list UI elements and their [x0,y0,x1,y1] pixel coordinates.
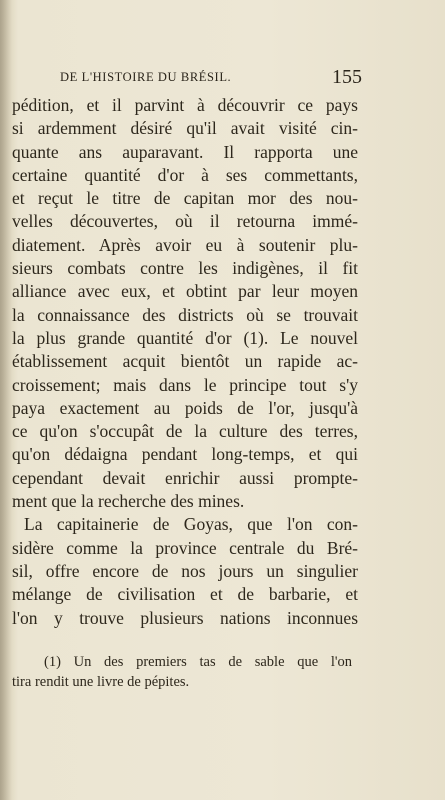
text-line: pédition, et il parvint à découvrir ce pays [12,95,358,115]
text-line: croissement; mais dans le principe tout s'y [12,374,358,395]
running-head: DE L'HISTOIRE DU BRÉSIL. [60,70,232,84]
text-line: établissement acquit bientôt un rapide ac- [12,351,358,372]
text-line: si ardemment désiré qu'il avait visité cin- [12,118,358,139]
text-line: diatement. Après avoir eu à soutenir plu- [12,234,358,255]
page-number: 155 [332,66,362,88]
text-line: paya exactement au poids de l'or, jusqu'à [12,397,358,418]
text-line: la plus grande quantité d'or (1). Le nouvel [12,327,358,348]
text-line: mélange de civilisation et de barbarie, et [12,584,358,605]
text-line: qu'on dédaigna pendant long-temps, et qui [12,444,358,465]
text-line: certaine quantité d'or à ses commettants, [12,164,358,185]
text-line: La capitainerie de Goyas, que l'on con- [24,514,358,535]
footnote-line: (1) Un des premiers tas de sable que l'on [44,654,352,670]
text-line: alliance avec eux, et obtint par leur moyen [12,281,358,302]
page-header [60,66,360,92]
footnote [12,652,352,692]
text-line: sil, offre encore de nos jours un singulier [12,560,358,581]
gutter-shadow [0,0,12,800]
footnote-line: tira rendit une livre de pépites. [12,674,190,690]
text-line: sieurs combats contre les indigènes, il fit [12,258,358,279]
text-line: la connaissance des districts où se trouvait [12,304,358,325]
text-line: ce qu'on s'occupât de la culture des terres, [12,421,358,442]
text-line: velles découvertes, où il retourna immé- [12,211,358,232]
text-line: ment que la recherche des mines. [12,491,245,512]
text-line: cependant devait enrichir aussi prompte- [12,467,358,488]
text-line: l'on y trouve plusieurs nations inconnues [12,607,358,628]
body-text [12,94,358,630]
text-line: quante ans auparavant. Il rapporta une [12,141,358,162]
text-line: sidère comme la province centrale du Bré- [12,537,358,558]
text-line: et reçut le titre de capitan mor des nou- [12,188,358,209]
